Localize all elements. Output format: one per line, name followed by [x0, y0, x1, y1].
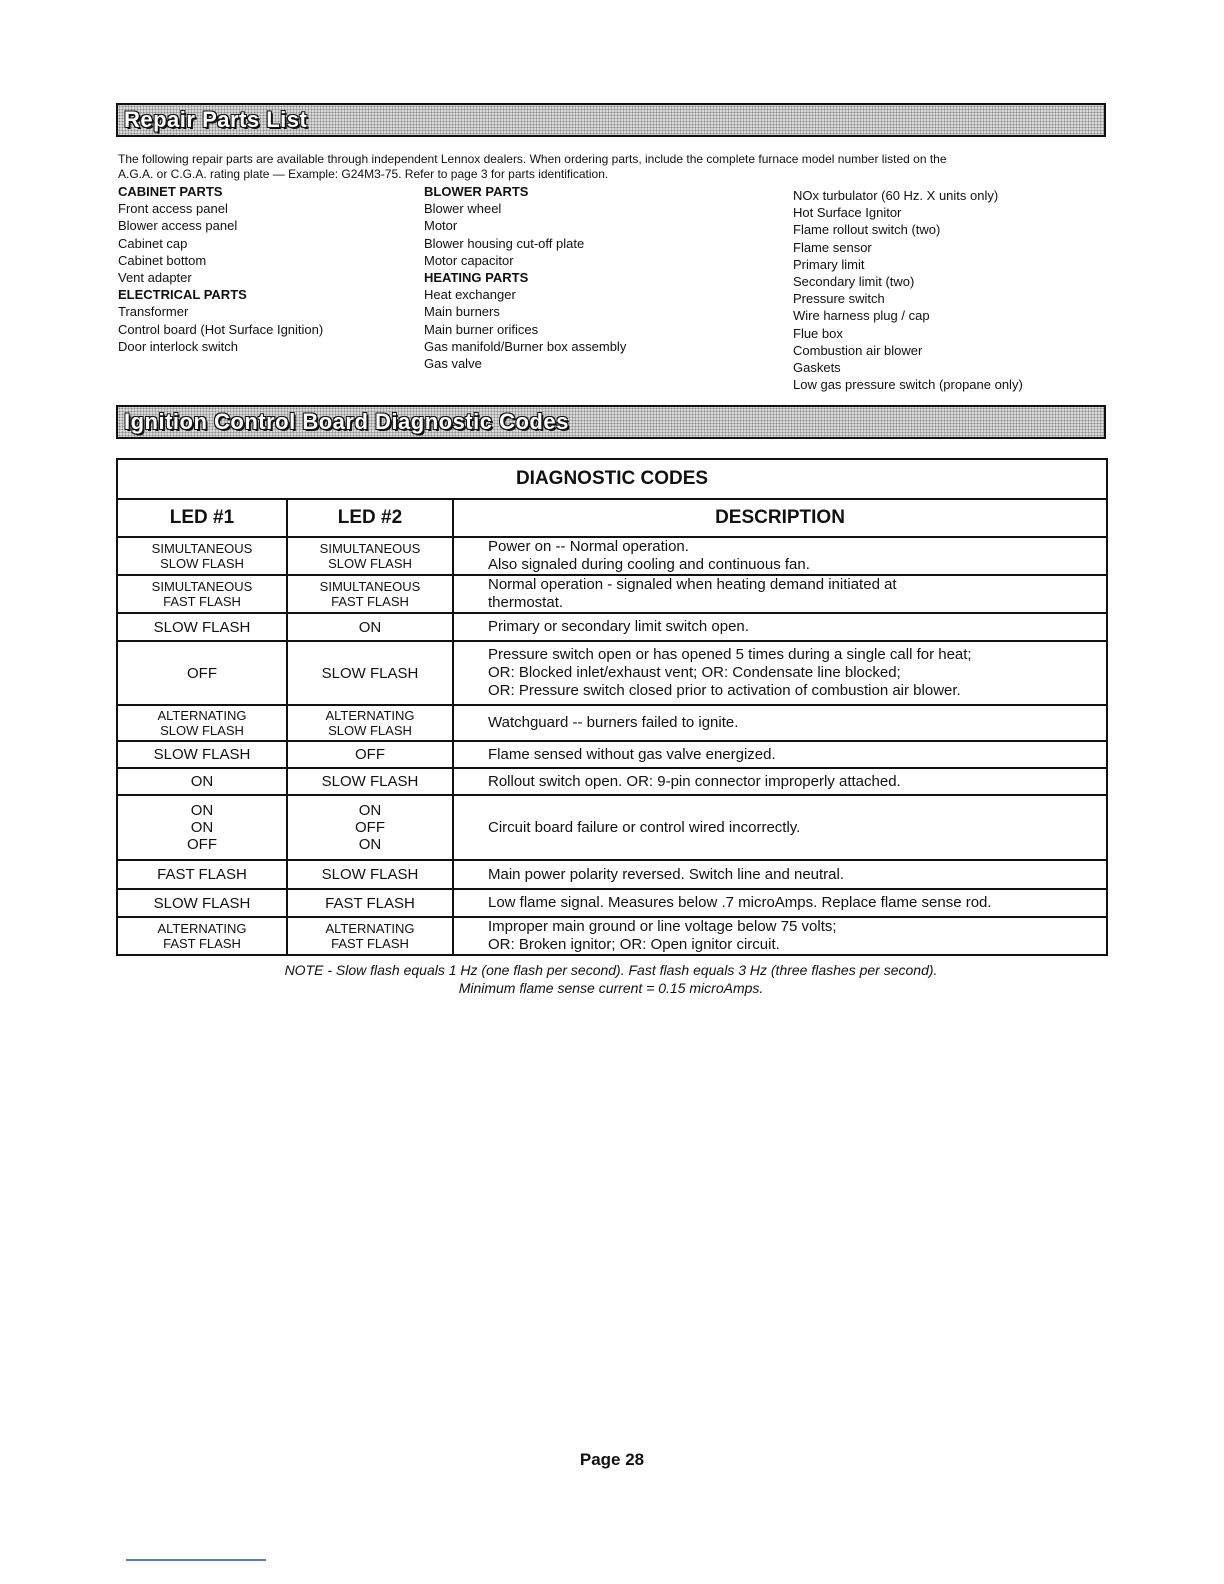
led1-cell: SIMULTANEOUS FAST FLASH: [117, 575, 287, 613]
part-item: Secondary limit (two): [793, 274, 915, 290]
note-line-2: Minimum flame sense current = 0.15 microAmps.: [458, 980, 764, 996]
part-item: Combustion air blower: [793, 342, 923, 358]
repair-parts-banner: [116, 103, 1106, 137]
led1-cell: OFF: [117, 641, 287, 705]
description-cell: Pressure switch open or has opened 5 times during a single call for heat; OR: Blocked inlet/exhaust vent; OR: Condensate line blocked; OR: Pressure switch closed prior to activation of combustion air blower.: [453, 641, 1107, 705]
part-item: Door interlock switch: [118, 338, 238, 354]
part-item: Flue box: [793, 325, 843, 341]
led1-cell: SLOW FLASH: [117, 613, 287, 641]
part-item: Main burners: [424, 304, 500, 320]
part-item: Transformer: [118, 304, 189, 320]
description-cell: Normal operation - signaled when heating demand initiated at thermostat.: [453, 575, 1107, 613]
description-cell: Low flame signal. Measures below .7 microAmps. Replace flame sense rod.: [453, 889, 1107, 917]
description-cell: Rollout switch open. OR: 9-pin connector improperly attached.: [453, 768, 1107, 795]
electrical-parts-header: ELECTRICAL PARTS: [118, 287, 247, 303]
part-item: Gas manifold/Burner box assembly: [424, 338, 627, 354]
led2-cell: ON OFF ON: [287, 795, 453, 860]
parts-column-cabinet-electrical: [118, 183, 323, 355]
flash-rate-note: [116, 961, 1106, 997]
part-item: Primary limit: [793, 256, 865, 272]
note-line-1: NOTE - Slow flash equals 1 Hz (one flash per second). Fast flash equals 3 Hz (three flashes per second).: [284, 962, 938, 978]
parts-column-other: [793, 187, 1023, 393]
led2-cell: SIMULTANEOUS SLOW FLASH: [287, 537, 453, 575]
table-row: [117, 613, 1107, 641]
column-header-led1: LED #1: [117, 499, 287, 537]
table-row: [117, 641, 1107, 705]
description-cell: Main power polarity reversed. Switch line and neutral.: [453, 860, 1107, 889]
part-item: NOx turbulator (60 Hz. X units only): [793, 188, 999, 203]
part-item: Gaskets: [793, 360, 841, 376]
part-item: Flame rollout switch (two): [793, 222, 941, 238]
intro-line-2: A.G.A. or C.G.A. rating plate — Example: G24M3-75. Refer to page 3 for parts identification.: [118, 167, 609, 181]
part-item: Heat exchanger: [424, 287, 516, 303]
part-item: Flame sensor: [793, 239, 872, 255]
diagnostic-table-title: DIAGNOSTIC CODES: [117, 459, 1107, 499]
led1-cell: SIMULTANEOUS SLOW FLASH: [117, 537, 287, 575]
table-row: [117, 575, 1107, 613]
led1-cell: ALTERNATING FAST FLASH: [117, 917, 287, 955]
parts-column-blower-heating: [424, 183, 626, 372]
part-item: Wire harness plug / cap: [793, 308, 930, 324]
table-row: [117, 860, 1107, 889]
part-item: Blower wheel: [424, 201, 502, 217]
description-cell: Improper main ground or line voltage below 75 volts; OR: Broken ignitor; OR: Open ignitor circuit.: [453, 917, 1107, 955]
led2-cell: FAST FLASH: [287, 889, 453, 917]
table-row: [117, 705, 1107, 741]
repair-parts-title: Repair Parts List: [124, 107, 308, 132]
part-item: Hot Surface Ignitor: [793, 205, 902, 221]
led2-cell: SIMULTANEOUS FAST FLASH: [287, 575, 453, 613]
table-row: [117, 917, 1107, 955]
led2-cell: SLOW FLASH: [287, 641, 453, 705]
part-item: Blower housing cut-off plate: [424, 235, 585, 251]
description-cell: Flame sensed without gas valve energized.: [453, 741, 1107, 768]
footer-rule: [126, 1559, 266, 1561]
blower-parts-header: BLOWER PARTS: [424, 184, 529, 199]
led2-cell: OFF: [287, 741, 453, 768]
part-item: Vent adapter: [118, 270, 192, 286]
led1-cell: SLOW FLASH: [117, 741, 287, 768]
part-item: Blower access panel: [118, 218, 238, 234]
led2-cell: SLOW FLASH: [287, 860, 453, 889]
description-cell: Primary or secondary limit switch open.: [453, 613, 1107, 641]
part-item: Gas valve: [424, 356, 482, 372]
led1-cell: SLOW FLASH: [117, 889, 287, 917]
intro-paragraph: [118, 152, 1118, 182]
table-row: [117, 889, 1107, 917]
led2-cell: ALTERNATING FAST FLASH: [287, 917, 453, 955]
table-row: [117, 795, 1107, 860]
part-item: Main burner orifices: [424, 321, 539, 337]
table-row: [117, 768, 1107, 795]
part-item: Cabinet bottom: [118, 252, 207, 268]
column-header-description: DESCRIPTION: [453, 499, 1107, 537]
part-item: Low gas pressure switch (propane only): [793, 377, 1023, 393]
table-row: [117, 537, 1107, 575]
part-item: Motor: [424, 218, 458, 234]
description-cell: Power on -- Normal operation. Also signaled during cooling and continuous fan.: [453, 537, 1107, 575]
page-number: Page 28: [579, 1450, 645, 1469]
diagnostic-codes-table: [116, 458, 1108, 956]
led2-cell: SLOW FLASH: [287, 768, 453, 795]
description-cell: Watchguard -- burners failed to ignite.: [453, 705, 1107, 741]
part-item: Front access panel: [118, 201, 228, 217]
led1-cell: ON: [117, 768, 287, 795]
led2-cell: ON: [287, 613, 453, 641]
part-item: Motor capacitor: [424, 252, 514, 268]
intro-line-1: The following repair parts are available through independent Lennox dealers. When ordering parts, include the complete furnace model number listed on the: [118, 152, 947, 166]
led1-cell: FAST FLASH: [117, 860, 287, 889]
led1-cell: ON ON OFF: [117, 795, 287, 860]
part-item: Pressure switch: [793, 291, 885, 307]
description-cell: Circuit board failure or control wired incorrectly.: [453, 795, 1107, 860]
led2-cell: ALTERNATING SLOW FLASH: [287, 705, 453, 741]
part-item: Control board (Hot Surface Ignition): [118, 321, 324, 337]
cabinet-parts-header: CABINET PARTS: [118, 184, 223, 199]
part-item: Cabinet cap: [118, 235, 188, 251]
table-row: [117, 741, 1107, 768]
ignition-codes-banner: [116, 405, 1106, 439]
led1-cell: ALTERNATING SLOW FLASH: [117, 705, 287, 741]
heating-parts-header: HEATING PARTS: [424, 270, 529, 286]
ignition-codes-title: Ignition Control Board Diagnostic Codes: [124, 409, 569, 434]
column-header-led2: LED #2: [287, 499, 453, 537]
